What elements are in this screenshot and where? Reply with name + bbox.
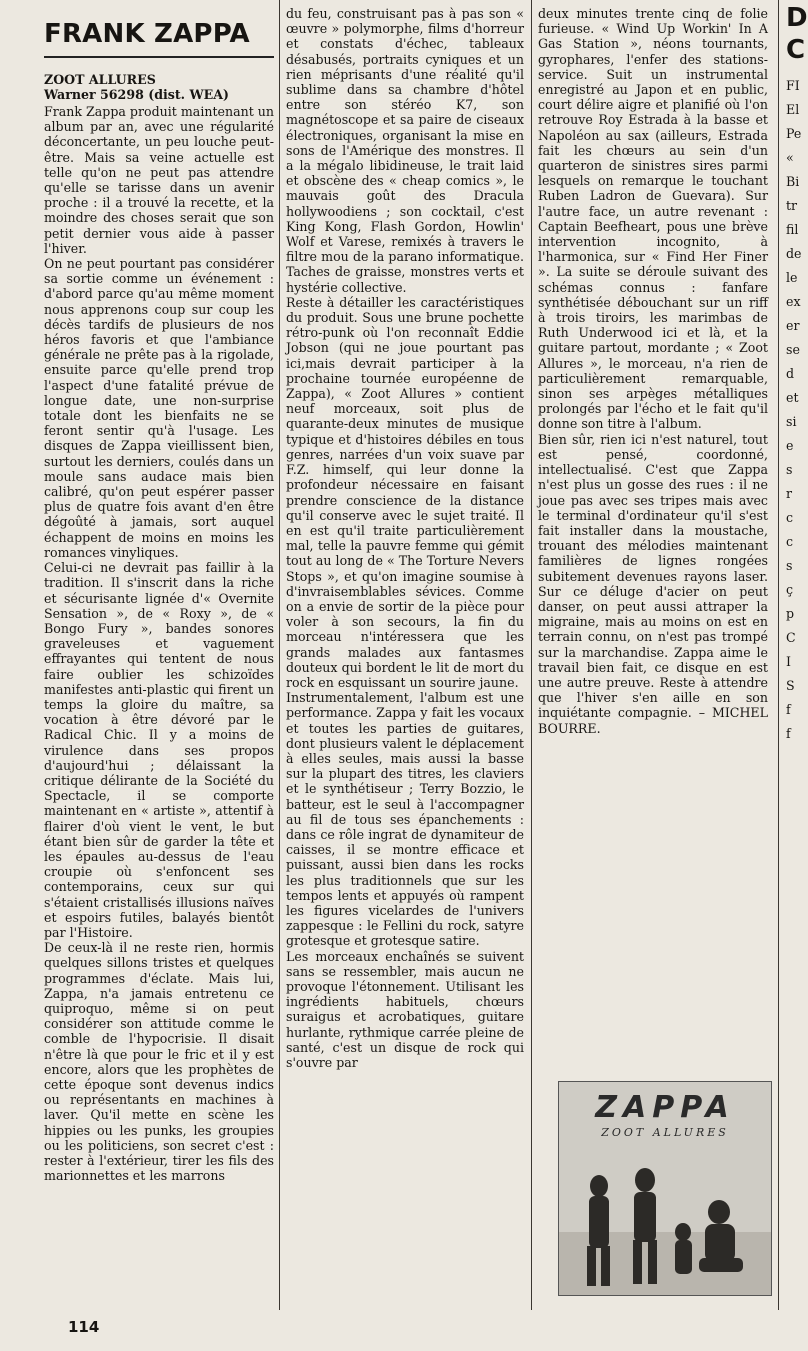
fragment-heading: C — [786, 35, 806, 65]
fragment-line: I — [786, 654, 791, 669]
article-column-1 — [44, 104, 274, 1183]
cover-subtitle-text: ZOOT ALLURES — [601, 1126, 729, 1139]
paragraph: Celui-ci ne devrait pas faillir à la tradition. Il s'inscrit dans la riche et sécurisante lignée d'« Overnite Sensation », de « Roxy », de « Bongo Fury », bandes sonores graveleuses et vaguement effrayantes qui tentent de nous faire oublier les schizoïdes manifestes anti-plastic qui firent un temps la gloire du maître, sa vocation à être dévoré par le Radical Chic. Il y a moins de virulence dans ses propos d'aujourd'hui ; délaissant la critique délirante de la Société du Spectacle, il se comporte maintenant en « artiste », attentif à flairer d'où vient le vent, le but étant bien sûr de garder la tête et les épaules au-dessus de l'eau croupie où s'enfoncent ses contemporains, ceux sur qui s'étaient cristallisés illusions naïves et espoirs futiles, balayés bientôt par l'Histoire. — [44, 560, 274, 940]
fragment-line: « — [786, 150, 794, 165]
fragment-line: d — [786, 366, 795, 381]
album-title: ZOOT ALLURES — [44, 72, 156, 87]
fragment-line: f — [786, 726, 791, 741]
article-column-2 — [286, 6, 524, 1070]
fragment-line: C — [786, 630, 796, 645]
column-rule-2 — [531, 0, 532, 1310]
fragment-line: e — [786, 438, 794, 453]
fragment-line: FI — [786, 78, 800, 93]
fragment-line: p — [786, 606, 795, 621]
fragment-heading: D — [786, 3, 808, 33]
column-rule-1 — [279, 0, 280, 1310]
fragment-line: c — [786, 510, 794, 525]
fragment-line: s — [786, 558, 793, 573]
fragment-line: Bi — [786, 174, 800, 189]
paragraph: De ceux-là il ne reste rien, hormis quelques sillons tristes et quelques programmes d'éclate. Mais lui, Zappa, n'a jamais entretenu ce quiproquo, même si on peut considérer son attitude comme le comble de l'hypocrisie. Il disait n'être là que pour le fric et il y est encore, alors que les prophètes de cette époque sont devenus indics ou représentants en machines à laver. Qu'il mette en scène les hippies ou les punks, les groupies ou les politiciens, son secret c'est : rester à l'extérieur, tirer les fils des marionnettes et les marrons — [44, 940, 274, 1184]
fragment-line: le — [786, 270, 798, 285]
column-rule-3 — [778, 0, 779, 1310]
fragment-line: tr — [786, 198, 798, 213]
next-article-fragment — [786, 2, 806, 746]
fragment-line: S — [786, 678, 795, 693]
fragment-line: r — [786, 486, 793, 501]
cover-title-text: ZAPPA — [595, 1090, 735, 1125]
fragment-line: et — [786, 390, 799, 405]
fragment-line: se — [786, 342, 800, 357]
fragment-line: er — [786, 318, 800, 333]
album-cover-image — [558, 1081, 772, 1296]
fragment-line: s — [786, 462, 793, 477]
paragraph: Les morceaux enchaînés se suivent sans se ressembler, mais aucun ne provoque l'étonnement. Utilisant les ingrédients habituels, chœurs suraigus et acrobatiques, guitare hurlante, rythmique carrée pleine de santé, c'est un disque de rock qui s'ouvre par — [286, 948, 524, 1071]
fragment-line: c — [786, 534, 794, 549]
fragment-line: El — [786, 102, 800, 117]
article-title: FRANK ZAPPA — [44, 19, 250, 49]
paragraph: du feu, construisant pas à pas son « œuvre » polymorphe, films d'horreur et constats d'échec, tableaux désabusés, portraits cyniques et un rien méprisants d'une réalité qu'il sublime dans sa chambre d'hôtel entre son stéréo K7, son magnétoscope et sa paire de ciseaux électroniques, organisant la mise en sons de l'Amérique des monstres. Il a la mégalo libidineuse, le trait laid et obscène des « cheap comics », le mauvais goût des Dracula hollywoodiens ; son cocktail, c'est King Kong, Flash Gordon, Howlin' Wolf et Varese, remixés à travers le filtre mou de la parano informatique. Taches de graisse, monstres verts et hystérie collective. — [286, 6, 524, 295]
paragraph: On ne peut pourtant pas considérer sa sortie comme un événement : d'abord parce qu'au même moment nous apprenons coup sur coup les décès tardifs de plusieurs de nos héros favoris et que l'ambiance générale ne prête pas à la rigolade, ensuite parce qu'elle prend trop l'aspect d'une fatalité prévue de longue date, une non-surprise totale dont les bienfaits ne se feront sentir qu'à l'usage. Les disques de Zappa vieillissent bien, surtout les derniers, coulés dans un moule sans audace mais bien calibré, qu'on peut espérer passer plus de quatre fois avant d'en être dégoûté à jamais, sort auquel échappent de moins en moins les romances vinyliques. — [44, 256, 274, 560]
title-underline — [44, 56, 274, 58]
paragraph: Reste à détailler les caractéristiques du produit. Sous une brune pochette rétro-punk où l'on reconnaît Eddie Jobson (qui ne joue pourtant pas ici,mais devrait participer à la prochaine tournée européenne de Zappa), « Zoot Allures » contient neuf morceaux, soit plus de quarante-deux minutes de musique typique et d'histoires débiles en tous genres, narrées d'un voix suave par F.Z. himself, qui leur donne la profondeur nécessaire en faisant prendre conscience de la distance qu'il conserve avec le sujet traité. Il en est qu'il traite particulièrement mal, telle la pauvre femme qui gémit tout au long de « The Torture Nevers Stops », et qu'on imagine soumise à d'invraisemblables sévices. Comme on a envie de sortir de la pièce pour voler à son secours, la fin du morceau n'intéressera que les grands malades aux fantasmes douteux qui bordent le lit de mort du rock en esquissant un sourire jaune. — [286, 294, 524, 690]
fragment-line: f — [786, 702, 791, 717]
fragment-line: si — [786, 414, 797, 429]
album-info — [44, 72, 274, 102]
paragraph: deux minutes trente cinq de folie furieuse. « Wind Up Workin' In A Gas Station », néons tournants, gyrophares, l'enfer des stations-service. Suit un instrumental enregistré au Japon et en public, court délire aigre et planifié où l'on retrouve Roy Estrada à la basse et Napoléon au sax (ailleurs, Estrada fait les chœurs au sein d'un quarteron de sinistres sires parmi lesquels on remarque le touchant Ruben Ladron de Guevara). Sur l'autre face, un autre revenant : Captain Beefheart, pous une brève intervention incognito, à l'harmonica, sur « Find Her Finer ». La suite se déroule suivant des schémas connus : fanfare synthétisée débouchant sur un riff à trois tiroirs, les marimbas de Ruth Underwood ici et là, et la guitare partout, mordante ; « Zoot Allures », le morceau, n'a rien de particulièrement remarquable, sinon ses arpèges métalliques prolongés par l'écho et le fait qu'il donne son titre à l'album. — [538, 6, 768, 432]
paragraph: Instrumentalement, l'album est une performance. Zappa y fait les vocaux et toutes les parties de guitares, dont plusieurs valent le déplacement à elles seules, mais aussi la basse sur la plupart des titres, les claviers et le synthétiseur ; Terry Bozzio, le batteur, est le seul à l'accompagner au fil de tous ses épanchements : dans ce rôle ingrat de dynamiteur de caisses, il se montre efficace et puissant, aussi bien dans les rocks les plus traditionnels que sur les tempos lents et appuyés où rampent les figures vicelardes de l'univers zappesque : le Fellini du rock, satyre grotesque et grotesque satire. — [286, 690, 524, 949]
article-column-3 — [538, 6, 768, 736]
fragment-line: Pe — [786, 126, 802, 141]
fragment-lines — [786, 74, 806, 746]
fragment-line: fil — [786, 222, 799, 237]
paragraph: Bien sûr, rien ici n'est naturel, tout est pensé, coordonné, intellectualisé. C'est que Zappa n'est plus un gosse des rues : il ne joue pas avec ses tripes mais avec le terminal d'ordinateur qu'il s'est fait installer dans la moustache, trouant des mélodies maintenant familières de lignes rongées subitement devenues rayons laser. Sur ce déluge d'acier on peut danser, on peut aussi attraper la migraine, mais au moins on est en terrain connu, on n'est pas trompé sur la marchandise. Zappa aime le travail bien fait, ce disque en est une autre preuve. Reste à attendre que l'hiver s'en aille en son inquiétante compagnie. – MICHEL BOURRE. — [538, 431, 768, 736]
page-number: 114 — [68, 1318, 100, 1336]
fragment-line: ç — [786, 582, 794, 597]
paragraph: Frank Zappa produit maintenant un album par an, avec une régularité déconcertante, un peu louche peut-être. Mais sa veine actuelle est telle qu'on ne peut pas attendre qu'elle se tarisse dans un avenir proche : il a trouvé la recette, et la moindre des choses serait que son petit dernier vous aide à passer l'hiver. — [44, 104, 274, 256]
fragment-line: de — [786, 246, 802, 261]
fragment-line: ex — [786, 294, 801, 309]
record-label: Warner 56298 (dist. WEA) — [44, 87, 229, 103]
